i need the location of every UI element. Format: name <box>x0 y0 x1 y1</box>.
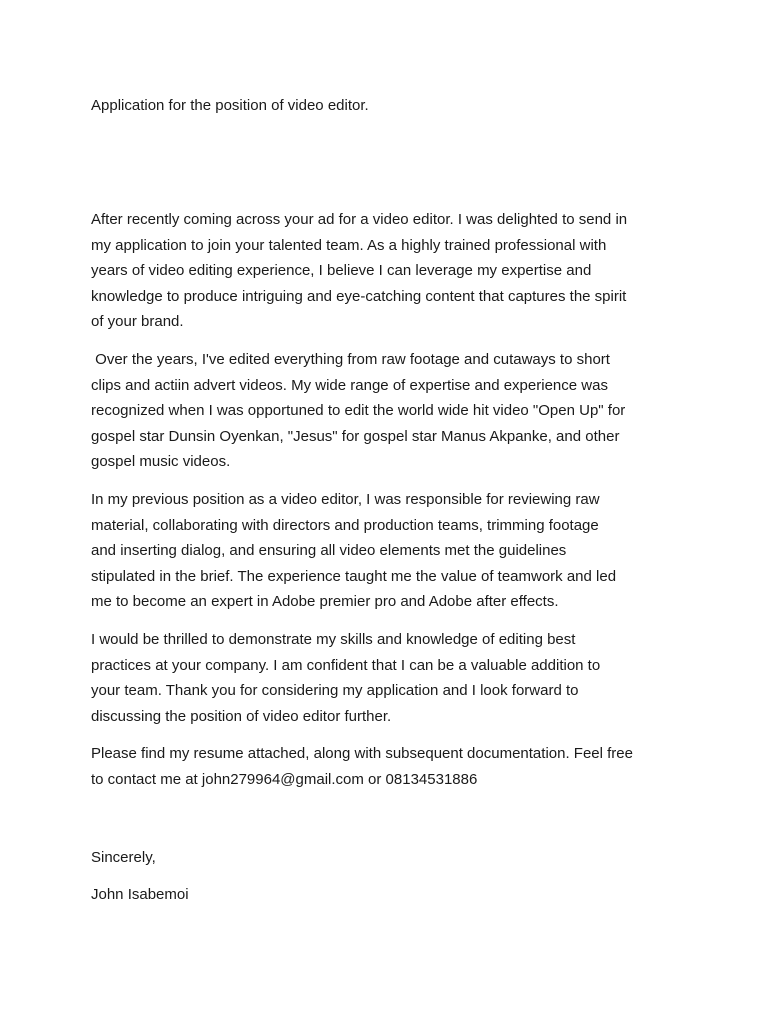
signature-name: John Isabemoi <box>91 886 189 903</box>
paragraph-line: years of video editing experience, I believe I can leverage my expertise and <box>91 262 592 279</box>
paragraph-line: gospel music videos. <box>91 453 231 470</box>
paragraph-line: discussing the position of video editor further. <box>91 707 392 725</box>
paragraph-contact <box>91 741 691 792</box>
paragraph-line: gospel star Dunsin Oyenkan, "Jesus" for gospel star Manus Akpanke, and other <box>91 427 620 445</box>
paragraph-line: of your brand. <box>91 313 184 330</box>
letter-signature <box>91 882 691 908</box>
paragraph-line: practices at your company. I am confident that I can be a valuable addition to <box>91 656 601 674</box>
paragraph-line: After recently coming across your ad for a video editor. I was delighted to send in <box>91 211 628 228</box>
paragraph-line: knowledge to produce intriguing and eye-catching content that captures the spirit <box>91 287 627 305</box>
paragraph-line: Please find my resume attached, along with subsequent documentation. Feel free <box>91 745 633 762</box>
paragraph-line: clips and actiin advert videos. My wide range of expertise and experience was <box>91 376 608 394</box>
paragraph-line: I would be thrilled to demonstrate my skills and knowledge of editing best <box>91 631 576 648</box>
paragraph-line: your team. Thank you for considering my application and I look forward to <box>91 682 579 699</box>
letter-subject <box>91 93 691 119</box>
paragraph-line: stipulated in the brief. The experience taught me the value of teamwork and led <box>91 567 617 585</box>
paragraph-line: and inserting dialog, and ensuring all video elements met the guidelines <box>91 542 567 559</box>
paragraph-introduction <box>91 207 691 335</box>
paragraph-line: my application to join your talented team. As a highly trained professional with <box>91 236 607 254</box>
paragraph-line: recognized when I was opportuned to edit the world wide hit video "Open Up" for <box>91 402 626 419</box>
subject-line: Application for the position of video editor. <box>91 97 369 114</box>
paragraph-conclusion <box>91 627 691 729</box>
paragraph-line: to contact me at john279964@gmail.com or 08134531886 <box>91 770 478 788</box>
paragraph-line: Over the years, I've edited everything from raw footage and cutaways to short <box>91 351 610 368</box>
closing-line: Sincerely, <box>91 849 156 866</box>
paragraph-line: material, collaborating with directors and production teams, trimming footage <box>91 516 599 534</box>
paragraph-line: In my previous position as a video editor, I was responsible for reviewing raw <box>91 491 600 508</box>
paragraph-previous-position <box>91 487 691 615</box>
paragraph-experience <box>91 347 691 475</box>
paragraph-line: me to become an expert in Adobe premier pro and Adobe after effects. <box>91 593 559 610</box>
letter-closing <box>91 845 691 871</box>
